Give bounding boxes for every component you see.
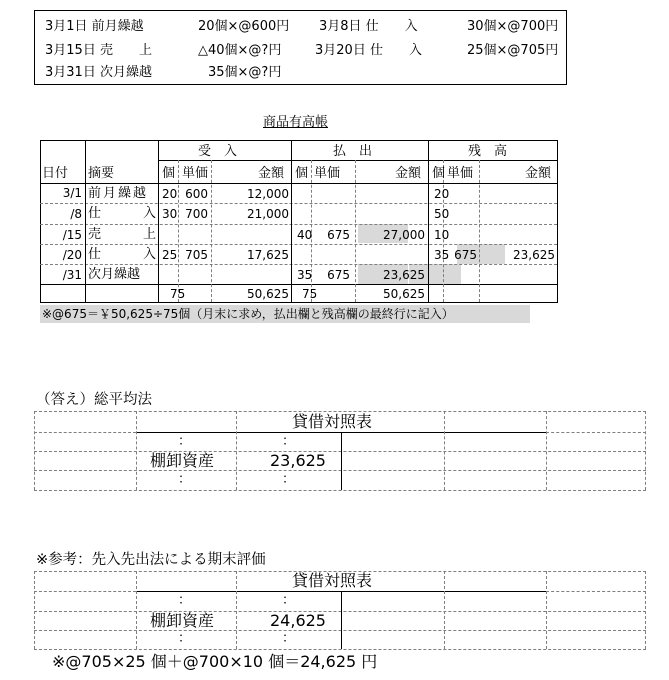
row6-out-amt: 50,625 (383, 287, 425, 301)
transactions-box (34, 10, 567, 85)
answer-dots-2b: ： (282, 472, 296, 487)
reference-label: ※参考：先入先出法による期末評価 (36, 552, 266, 568)
row3-date: /15 (62, 228, 82, 242)
tx-r3-a: 3月31日 次月繰越 (45, 65, 152, 80)
row3-out-qty: 40 (297, 228, 313, 242)
answer-grid (34, 411, 646, 491)
row5-out-qty: 35 (297, 268, 313, 282)
tx-r2-a: 3月15日 売 上 (45, 43, 152, 58)
row1-desc: 前月繰越 (88, 186, 149, 201)
tx-r1-d: 30個×@700円 (467, 19, 559, 34)
row4-date: /20 (62, 248, 82, 262)
row5-out-price: 675 (327, 268, 350, 282)
reference-dots-1b: ： (282, 593, 296, 608)
header-bal-amt: 金額 (525, 166, 552, 181)
row3-bal-qty: 10 (434, 228, 450, 242)
row5-date: /31 (62, 268, 82, 282)
reference-bs-title: 貸借対照表 (292, 571, 373, 590)
row3-out-amt: 27,000 (383, 228, 425, 242)
row1-date: 3/1 (62, 186, 82, 200)
header-date: 日付 (42, 166, 69, 181)
tx-r2-c: 3月20日 仕 入 (315, 43, 422, 58)
header-out-amt: 金額 (395, 166, 422, 181)
header-bal-qty: 個 (432, 166, 446, 181)
answer-value: 23,625 (270, 451, 326, 470)
ledger-title: 商品有高帳 (263, 115, 329, 130)
row2-in-price: 700 (185, 207, 208, 221)
row6-out-qty: 75 (302, 287, 318, 301)
ledger-note: ※@675＝￥50,625÷75個（月末に求め，払出欄と残高欄の最終行に記入） (42, 307, 454, 321)
row2-in-amt: 21,000 (247, 207, 289, 221)
reference-dots-2a: ： (178, 631, 192, 646)
answer-item: 棚卸資産 (150, 451, 215, 470)
row1-in-amt: 12,000 (247, 187, 289, 201)
reference-grid (34, 571, 646, 651)
row6-in-amt: 50,625 (247, 287, 289, 301)
reference-value: 24,625 (270, 611, 326, 630)
row2-desc: 仕 入 (88, 206, 156, 221)
tx-r2-b: △40個×@?円 (198, 43, 282, 58)
row2-bal-qty: 50 (434, 207, 450, 221)
row1-bal-qty: 20 (434, 187, 450, 201)
row3-desc: 売 上 (88, 227, 156, 242)
header-out: 払 出 (333, 144, 373, 159)
tx-r1-b: 20個×@600円 (198, 19, 290, 34)
answer-bs-title: 貸借対照表 (292, 412, 373, 431)
header-out-price: 単価 (314, 166, 341, 181)
row4-in-amt: 17,625 (247, 248, 289, 262)
row5-desc: 次月繰越 (88, 267, 141, 282)
row4-in-qty: 25 (162, 248, 178, 262)
row4-desc: 仕 入 (88, 247, 156, 262)
row5-out-amt: 23,625 (383, 268, 425, 282)
tx-r1-c: 3月8日 仕 入 (319, 19, 418, 34)
row2-in-qty: 30 (162, 207, 178, 221)
header-balance: 残 高 (468, 144, 508, 159)
reference-item: 棚卸資産 (150, 611, 215, 630)
header-in-qty: 個 (162, 166, 176, 181)
header-in-price: 単価 (182, 166, 209, 181)
row6-in-qty: 75 (170, 287, 186, 301)
tx-r1-a: 3月1日 前月繰越 (45, 19, 144, 34)
answer-dots-1b: ： (282, 434, 296, 449)
header-in: 受 入 (198, 144, 238, 159)
row4-in-price: 705 (185, 248, 208, 262)
row1-in-qty: 20 (162, 187, 178, 201)
reference-dots-2b: ： (282, 631, 296, 646)
row4-bal-qty: 35 (434, 248, 450, 262)
reference-formula: ※@705×25 個＋@700×10 個＝24,625 円 (52, 652, 378, 671)
header-bal-price: 単価 (447, 166, 474, 181)
answer-label: （答え）総平均法 (36, 392, 152, 408)
header-out-qty: 個 (295, 166, 309, 181)
row4-bal-price: 675 (454, 248, 477, 262)
reference-dots-1a: ： (178, 593, 192, 608)
tx-r3-b: 35個×@?円 (208, 65, 282, 80)
row2-date: /8 (70, 207, 82, 221)
tx-r2-d: 25個×@705円 (467, 43, 559, 58)
header-in-amt: 金額 (258, 166, 285, 181)
row1-in-price: 600 (185, 187, 208, 201)
answer-dots-1a: ： (178, 434, 192, 449)
row4-bal-amt: 23,625 (513, 248, 555, 262)
ledger-table (40, 140, 558, 303)
answer-dots-2a: ： (178, 472, 192, 487)
header-desc: 摘要 (88, 166, 115, 181)
row3-out-price: 675 (327, 228, 350, 242)
